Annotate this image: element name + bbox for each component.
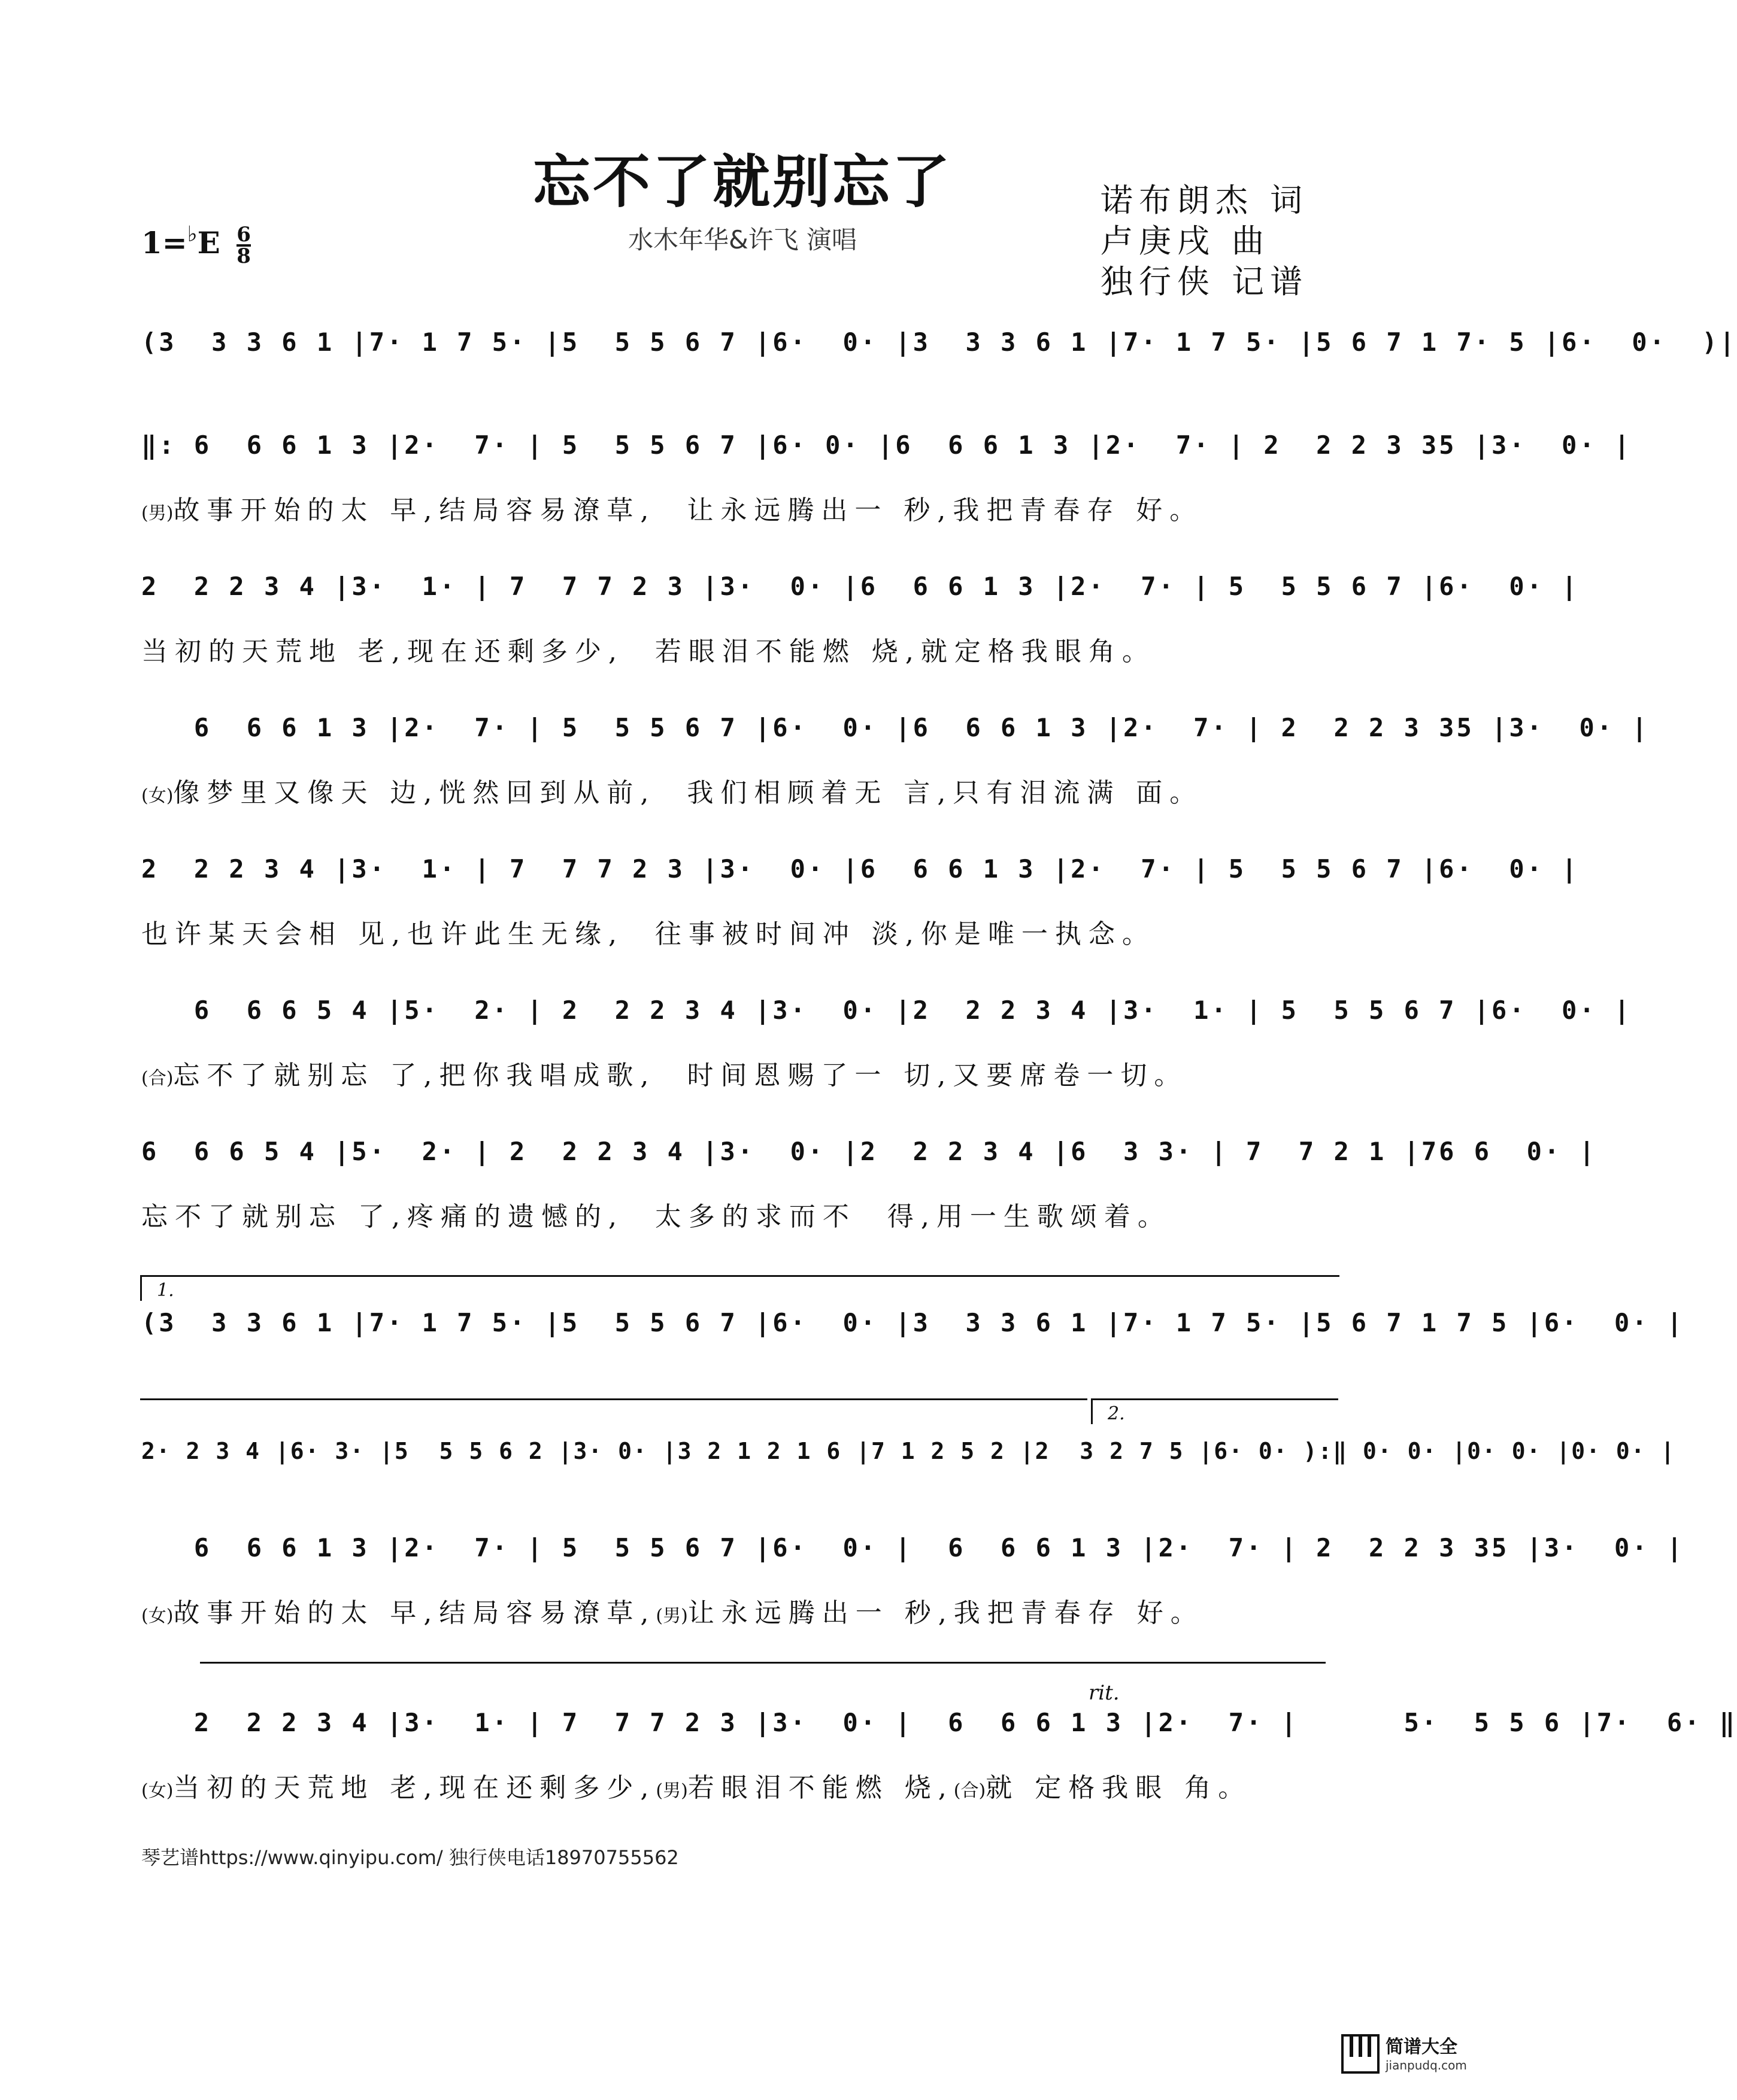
key-note: E bbox=[197, 225, 220, 260]
lyric-text: 让永远腾出一 秒,我把青春存 好。 bbox=[687, 1598, 1204, 1628]
watermark-name: 简谱大全 bbox=[1386, 2037, 1457, 2057]
score-line-ending bbox=[141, 1432, 1676, 1492]
watermark-logo bbox=[1341, 2029, 1467, 2083]
singer-tag: (女) bbox=[141, 1780, 174, 1801]
score-line-4 bbox=[141, 850, 1580, 958]
notation-line: ‖: 6 6 6 1 3 |2· 7· | 5 5 5 6 7 |6· 0· |6 6 6 1 3 |2· 7· | 2 2 2 3 35 |3· 0· | bbox=[141, 430, 1632, 460]
singer-tag: (男) bbox=[141, 503, 174, 524]
score-line-2 bbox=[141, 568, 1580, 675]
score-line-3 bbox=[141, 709, 1650, 817]
notation-line: 2 2 2 3 4 |3· 1· | 7 7 7 2 3 |3· 0· | 6 6 6 1 3 |2· 7· | 5· 5 5 6 |7· 6· ‖ bbox=[141, 1708, 1737, 1737]
lyric-text: 故事开始的太 早,结局容易潦草, bbox=[173, 1598, 656, 1628]
notation-line: 2 2 2 3 4 |3· 1· | 7 7 7 2 3 |3· 0· |6 6 6 1 3 |2· 7· | 5 5 5 6 7 |6· 0· | bbox=[141, 854, 1580, 884]
flat-icon: ♭ bbox=[187, 221, 198, 247]
lyricist-credit: 诺布朗杰 词 bbox=[1101, 181, 1309, 219]
lyric-line bbox=[141, 630, 1339, 668]
singer-tag: (女) bbox=[141, 1606, 174, 1626]
notation-line: 6 6 6 5 4 |5· 2· | 2 2 2 3 4 |3· 0· |2 2 2 3 4 |3· 1· | 5 5 5 6 7 |6· 0· | bbox=[141, 996, 1632, 1025]
song-title: 忘不了就别忘了 bbox=[533, 148, 952, 216]
volta-bracket-1-continued bbox=[140, 1398, 1087, 1424]
lyric-text: 故事开始的太 早,结局容易潦草, 让永远腾出一 秒,我把青春存 好。 bbox=[173, 495, 1204, 526]
score-line-9 bbox=[141, 1529, 1685, 1637]
notation-line: 6 6 6 1 3 |2· 7· | 5 5 5 6 7 |6· 0· | 6 6 6 1 3 |2· 7· | 2 2 2 3 35 |3· 0· | bbox=[141, 1533, 1685, 1562]
piano-keys-icon bbox=[1341, 2029, 1380, 2077]
notation-line: 6 6 6 1 3 |2· 7· | 5 5 5 6 7 |6· 0· |6 6 6 1 3 |2· 7· | 2 2 2 3 35 |3· 0· | bbox=[141, 713, 1650, 742]
time-signature bbox=[237, 225, 251, 266]
lyric-line bbox=[141, 1591, 1339, 1629]
singer-tag: (女) bbox=[141, 785, 174, 806]
lyric-text: 也许某天会相 见,也许此生无缘, 往事被时间冲 淡,你是唯一执念。 bbox=[141, 919, 1156, 949]
notation-line: 2 2 2 3 4 |3· 1· | 7 7 7 2 3 |3· 0· |6 6 6 1 3 |2· 7· | 5 5 5 6 7 |6· 0· | bbox=[141, 572, 1580, 601]
lyric-line bbox=[141, 488, 1339, 527]
lyric-text: 像梦里又像天 边,恍然回到从前, 我们相顾着无 言,只有泪流满 面。 bbox=[173, 778, 1204, 808]
key-signature bbox=[141, 221, 251, 266]
lyric-text: 忘不了就别忘 了,疼痛的遗憾的, 太多的求而不 得,用一生歌颂着。 bbox=[141, 1201, 1171, 1232]
lyric-line bbox=[141, 912, 1339, 951]
score-line-intro bbox=[141, 323, 1737, 383]
singer-tag: (男) bbox=[656, 1780, 688, 1801]
lyric-line bbox=[141, 771, 1339, 809]
lyric-line bbox=[141, 1054, 1339, 1092]
singers: 水木年华&许飞 演唱 bbox=[627, 225, 857, 254]
composer-credit: 卢庚戌 曲 bbox=[1101, 222, 1271, 260]
volta-label-2: 2. bbox=[1108, 1403, 1125, 1424]
watermark-url: jianpudq.com bbox=[1386, 2058, 1467, 2072]
lyric-text: 就 定格我眼 角。 bbox=[986, 1773, 1252, 1803]
score-line-1 bbox=[141, 426, 1632, 534]
singer-tag: (合) bbox=[141, 1068, 174, 1089]
lyric-text: 忘不了就别忘 了,把你我唱成歌, 时间恩赐了一 切,又要席卷一切。 bbox=[173, 1060, 1188, 1091]
key-prefix: 1= bbox=[141, 225, 187, 260]
score-line-5 bbox=[141, 991, 1632, 1099]
rit-bracket bbox=[200, 1662, 1326, 1682]
score-line-10 bbox=[141, 1704, 1737, 1811]
lyric-line bbox=[141, 1766, 1339, 1804]
score-line-6 bbox=[141, 1133, 1597, 1240]
singer-tag: (合) bbox=[953, 1780, 986, 1801]
lyric-line bbox=[141, 1195, 1339, 1233]
transcriber-credit: 独行侠 记谱 bbox=[1101, 263, 1309, 301]
volta-bracket-2 bbox=[1091, 1398, 1338, 1424]
singer-tag: (男) bbox=[656, 1606, 688, 1626]
notation-line: 2· 2 3 4 |6· 3· |5 5 5 6 2 |3· 0· |3 2 1 2 1 6 |7 1 2 5 2 |2 3 2 7 5 |6· 0· ):‖ 0· 0· |0· 0· |0· 0· | bbox=[141, 1438, 1676, 1464]
score-line-interlude bbox=[141, 1304, 1685, 1364]
ritardando-mark: rit. bbox=[1089, 1681, 1120, 1705]
lyric-text: 当初的天荒地 老,现在还剩多少, 若眼泪不能燃 烧,就定格我眼角。 bbox=[141, 636, 1156, 667]
notation-line: 6 6 6 5 4 |5· 2· | 2 2 2 3 4 |3· 0· |2 2 2 3 4 |6 3 3· | 7 7 2 1 |76 6 0· | bbox=[141, 1137, 1597, 1166]
meter-numerator: 6 bbox=[237, 223, 251, 247]
notation-line: (3 3 3 6 1 |7· 1 7 5· |5 5 5 6 7 |6· 0· |3 3 3 6 1 |7· 1 7 5· |5 6 7 1 7· 5 |6· 0· )| bbox=[141, 327, 1737, 357]
footer-credit: 琴艺谱https://www.qinyipu.com/ 独行侠电话18970755562 bbox=[141, 1846, 679, 1869]
notation-line: (3 3 3 6 1 |7· 1 7 5· |5 5 5 6 7 |6· 0· |3 3 3 6 1 |7· 1 7 5· |5 6 7 1 7 5 |6· 0· | bbox=[141, 1308, 1685, 1337]
volta-bracket-1 bbox=[140, 1275, 1339, 1301]
meter-denominator: 8 bbox=[237, 244, 251, 268]
lyric-text: 若眼泪不能燃 烧, bbox=[687, 1773, 954, 1803]
volta-label-1: 1. bbox=[157, 1280, 174, 1301]
lyric-text: 当初的天荒地 老,现在还剩多少, bbox=[173, 1773, 656, 1803]
